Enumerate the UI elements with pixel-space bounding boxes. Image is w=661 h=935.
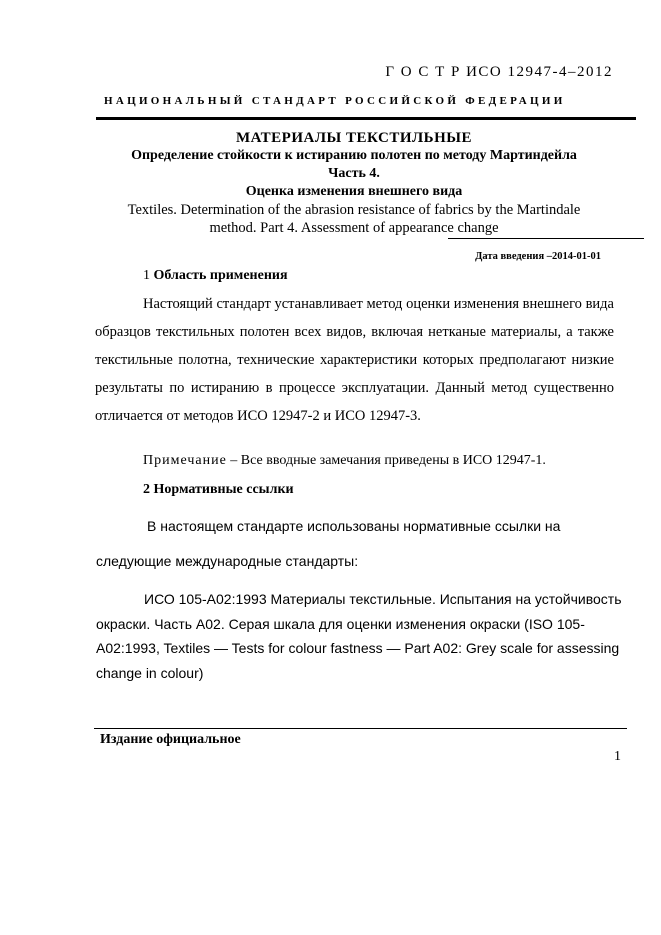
edition-label: Издание официальное <box>100 732 241 747</box>
title-block <box>96 129 612 237</box>
footer-rule <box>94 728 627 729</box>
normative-reference: ИСО 105-А02:1993 Материалы текстильные. Испытания на устойчивость окраски. Часть А02. Серая шкала для оценки изменения окраски (ISO 105-A02:1993, Textiles — Tests for colour fastness — Part A02: Grey scale for assessing change in colour) <box>96 591 622 681</box>
section1-number: 1 <box>143 268 150 283</box>
title-rule <box>448 238 644 239</box>
page-number: 1 <box>614 749 621 764</box>
section2-heading: 2 Нормативные ссылки <box>143 482 294 497</box>
intro-date: Дата введения –2014-01-01 <box>475 251 601 262</box>
title-part: Часть 4. <box>328 166 380 181</box>
note-label: Примечание <box>143 453 227 468</box>
header-rule <box>96 117 636 120</box>
document-code: Г О С Т Р ИСО 12947-4–2012 <box>385 64 613 80</box>
section1-heading <box>143 268 288 284</box>
section2-intro-line2: следующие международные стандарты: <box>96 553 359 569</box>
section1-note <box>143 453 546 469</box>
title-subtitle: Определение стойкости к истиранию полотен по методу Мартиндейла <box>131 148 577 163</box>
title-english-line2: method. Part 4. Assessment of appearance change <box>209 220 499 236</box>
section1-title: Область применения <box>153 268 288 283</box>
title-english-line1: Textiles. Determination of the abrasion resistance of fabrics by the Martindale <box>127 202 581 218</box>
title-part-name: Оценка изменения внешнего вида <box>245 184 463 199</box>
title-main: МАТЕРИАЛЫ ТЕКСТИЛЬНЫЕ <box>235 130 472 146</box>
national-standard-banner: НАЦИОНАЛЬНЫЙ СТАНДАРТ РОССИЙСКОЙ ФЕДЕРАЦИИ <box>104 95 566 107</box>
section2-intro-line1: В настоящем стандарте использованы нормативные ссылки на <box>147 518 561 534</box>
section1-paragraph: Настоящий стандарт устанавливает метод оценки изменения внешнего вида образцов текстильных полотен всех видов, включая нетканые материалы, а также текстильные полотна, технические характеристики которых предполагают низкие результаты по истиранию в процессе эксплуатации. Данный метод существенно отличается от методов ИСО 12947-2 и ИСО 12947-3. <box>95 296 614 424</box>
note-text: – Все вводные замечания приведены в ИСО 12947-1. <box>226 453 546 468</box>
